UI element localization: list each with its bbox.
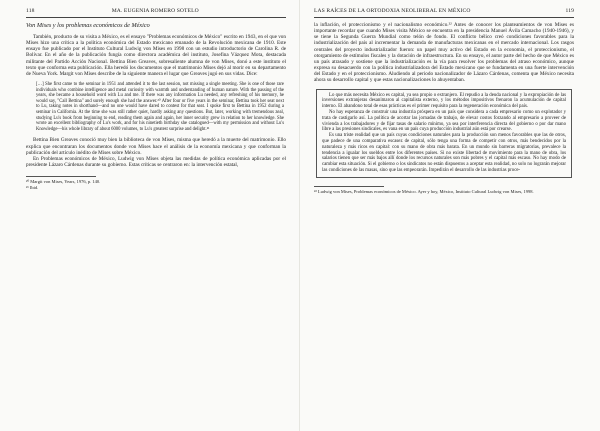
- left-header-author: MA. EUGENIA ROMERO SOTELO: [111, 8, 199, 14]
- boxed-quote: [316, 89, 572, 178]
- right-page: [300, 0, 600, 431]
- left-running-header: [26, 8, 286, 15]
- right-running-header: [314, 8, 574, 15]
- box-paragraph: Es una triste realidad que un país cuyas condiciones naturales para la producción son menos favorables que las de otros, que padece de una comparativa escasez de capital, sólo tenga una forma de competir con otros, más bendecidos por la naturaleza y más ricos en capital: con su mano de obra más barata. En un mundo sin barreras migratorias, prevalece la tendencia a igualar los sueldos entre los diferentes países. Si no existe libertad de movimiento para la mano de obra, los salarios tienen que ser más bajos allí donde los recursos naturales son más pobres y el capital más escaso. No hay modo de cambiar esta situación. Si el gobierno o los sindicatos no están dispuestos a aceptar esta realidad, no solo no lograrán mejorar las condiciones de las masas, sino que las empeorarán. Impedirán el desarrollo de las industrias proce-: [322, 133, 566, 173]
- left-header-rule: [26, 17, 286, 18]
- block-quote: […] She first came to the seminar in 1951 and attended it to the last session, not missing a single meeting. She is one of those rare individuals who combine intelligence and metal curiosity with warmth and understanding of human nature. With the passing of the years, she became a household word with Lu and me. If there was any information Lu needed, any refreshing of his memory, he would say, "Call Bettina" and surely enough she had the answer.²⁰ After four or five years in the seminar, Bettina took her seat next to Lu, taking notes in shorthand—and no one would have dared to contest for that seat. I spoke first to Bettina in 1952 during a seminar in California. At the time she was still rather quiet, hardly asking any questions. But, later, working with tremendous zeal, studying Lu's book from beginning to end, reading them again and again, her inner security grew in relation to her knowledge. She wrote an excellent bibliography of Lu's work, and for his ninetieth birthday she catalogued—with my permission and without Lu's Knowledge—his whole library of about 6000 volumes, to Lu's greatest surprise and delight.²¹: [36, 82, 284, 132]
- footnote: ²¹ Ibid.: [26, 184, 39, 190]
- footnote: ²² Ludwig von Mises, Problemas económicos de México. Ayer y hoy, México, Instituto Cultural Ludwig von Mises, 1998.: [314, 188, 534, 194]
- box-paragraph: Lo que más necesita México es capital, ya sea propio o extranjero. El repudio a la deuda nacional y la expropiación de las inversiones extranjeras desanimaron al capitalista externo, y los métodos impositivos frenaron la acumulación de capital interno. El abandono total de esas prácticas es el primer requisito para la regeneración económica del país.: [322, 92, 566, 110]
- footnote-rule: [26, 176, 96, 177]
- body-paragraph: la inflación, el proteccionismo y el nacionalismo económico.²² Antes de conocer los planteamientos de von Mises es importante recordar que cuando Mises visita México se encuentra en la presidencia Manuel Ávila Camacho (1940-1946), y se tiene la Segunda Guerra Mundial como telón de fondo. El conflicto bélico creó condiciones favorables para la industrialización del país al incrementar la demanda de manufacturas mexicanas en el mercado internacional. Los rasgos centrales del proyecto industrializador fueron: un papel muy activo del Estado en la economía, el proteccionismo, el otorgamiento de estímulos fiscales y la dotación de infraestructura. En su ensayo, el autor parte del hecho de que México es un país atrasado y sostiene que la industrialización es la vía para resolver los problemas del atraso económico, aunque expresa su desacuerdo con la política industrializadora del Estado mexicano que se fundamenta en una fuerte intervención del Estado y en el proteccionismo. Aludiendo al periodo nacionalizador de Lázaro Cárdenas, comenta que México necesita ahora su desarrollo capital y que estas nacionalizaciones lo ahuyentaban.: [314, 22, 574, 84]
- box-paragraph: No hay esperanza de construir una industria próspera en un país que considera a cada empresario como un explotador y trata de castigarlo así. La política de acortar las jornadas de trabajo, de elevar costos forzando al empresario a proveer de vivienda a los trabajadores y de fijar tasas de salario mínimo, ya sea por interferencia directa del gobierno o por dar mano libre a las presiones sindicales, es vana en un país cuya producción industrial aún está por crearse.: [322, 109, 566, 133]
- right-header-rule: [314, 17, 574, 18]
- body-paragraph: Bettina Bien Greaves conoció muy bien la biblioteca de von Mises, misma que heredó a la muerte del matrimonio. Ello explica que encontraran los documentos donde von Mises hace el análisis de la economía mexicana y que conforman la publicación del artículo inédito de Mises sobre México.: [26, 137, 286, 156]
- right-page-number: 119: [565, 8, 574, 14]
- body-paragraph: En Problemas económicos de México, Ludwig von Mises objeta las medidas de política económica aplicadas por el presidente Lázaro Cárdenas durante su gobierno. Estas críticas se centraron en: la intervención estatal,: [26, 155, 286, 169]
- right-header-title: LAS RAÍCES DE LA ORTODOXIA NEOLIBERAL EN MÉXICO: [314, 8, 471, 14]
- body-paragraph: También, producto de su visita a México, es el ensayo "Problemas económicos de México" escrito en 1943, en el que von Mises hizo una crítica a la política económica del Estado mexicano emanado de la Revolución mexicana de 1910. Este ensayo fue publicado por el Instituto Cultural Ludwig von Mises en 1998 con un estudio introductorio de Carolina R. de Bolívar. En el año de la publicación fungía como directora académica del instituto, Josefina Vázquez Mota, destacada militante del Partido Acción Nacional. Bettina Bien Greaves, sobresaliente alumna de von Mises, donó a este instituto el texto que conforma esta publicación. Ella heredó los documentos que el matrimonio Mises dejó al morir en su departamento de Nueva York. Margit von Mises describe de la siguiente manera el lugar que Greaves jugó en sus vidas. Dice:: [26, 34, 286, 77]
- footnote-rule: [314, 186, 384, 187]
- section-title: Von Mises y los problemas económicos de México: [26, 22, 150, 29]
- left-page-number: 118: [26, 8, 35, 14]
- footnote: ²⁰ Margit von Mises, Years, 1976, p. 140.: [26, 179, 101, 185]
